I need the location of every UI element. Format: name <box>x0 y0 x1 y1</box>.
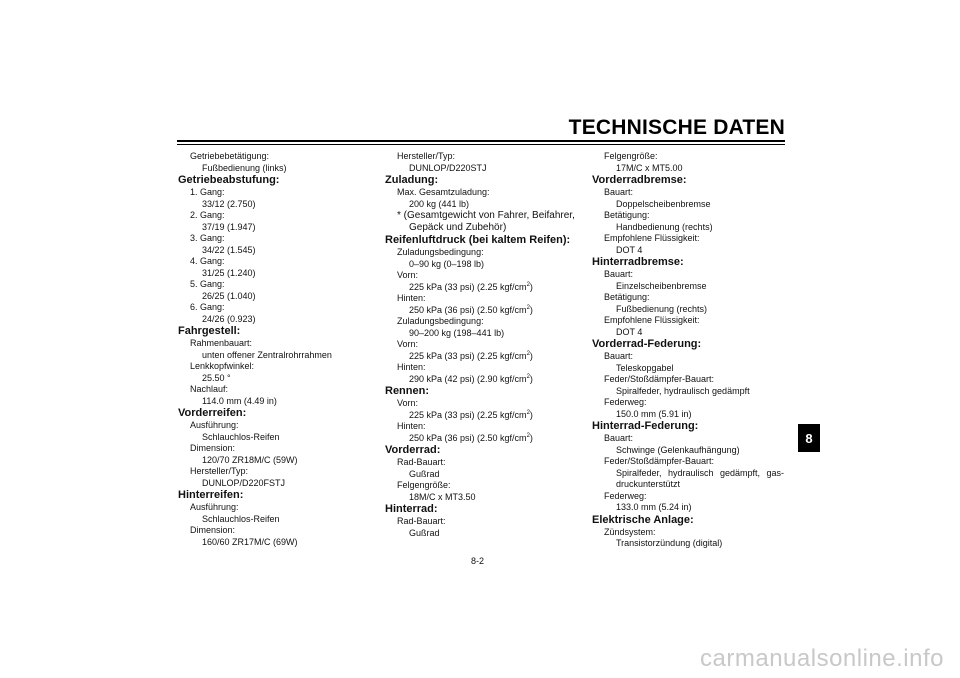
spec-line: 1. Gang: <box>190 187 225 197</box>
spec-line: Dimension: <box>190 525 236 535</box>
section-heading: Vorderrad-Federung: <box>592 338 702 350</box>
spec-line: Empfohlene Flüssigkeit: <box>604 233 700 243</box>
spec-line: Empfohlene Flüssigkeit: <box>604 315 700 325</box>
spec-line: Gußrad <box>409 527 440 538</box>
spec-line: Schwinge (Gelenkaufhängung) <box>616 444 740 455</box>
spec-line: 290 kPa (42 psi) (2.90 kgf/$cm^2$) <box>409 373 533 384</box>
spec-line: Schlauchlos-Reifen <box>202 513 280 524</box>
section-heading: Hinterrad-Federung: <box>592 420 699 432</box>
spec-column-1 <box>178 151 378 548</box>
spec-line: DUNLOP/D220STJ <box>409 162 487 173</box>
spec-line: Getriebebetätigung: <box>190 151 270 161</box>
spec-line: 150.0 mm (5.91 in) <box>616 408 692 419</box>
spec-line: 5. Gang: <box>190 279 225 289</box>
spec-line: 2. Gang: <box>190 210 225 220</box>
spec-line: Bauart: <box>604 187 634 197</box>
spec-line: Federweg: <box>604 397 647 407</box>
spec-line: 25.50 ° <box>202 372 231 383</box>
spec-line: Federweg: <box>604 490 647 501</box>
spec-line: Zuladungsbedingung: <box>397 316 484 326</box>
spec-line: Bauart: <box>604 351 634 361</box>
spec-line: 18M/C x MT3.50 <box>409 491 476 502</box>
spec-line: Betätigung: <box>604 210 650 220</box>
section-heading: Vorderrad: <box>385 444 441 456</box>
section-heading: Reifenluftdruck (bei kaltem Reifen): <box>385 234 571 246</box>
section-heading: Elektrische Anlage: <box>592 513 694 526</box>
spec-line: Transistorzündung (digital) <box>616 538 723 548</box>
spec-line: 114.0 mm (4.49 in) <box>202 395 277 406</box>
spec-line: 225 kPa (33 psi) (2.25 kgf/$cm^2$) <box>409 350 533 361</box>
spec-column-3 <box>592 151 788 550</box>
spec-line: Teleskopgabel <box>616 362 674 373</box>
spec-line: Vorn: <box>397 398 419 408</box>
spec-line: 26/25 (1.040) <box>202 290 256 301</box>
spec-line: Vorn: <box>397 339 419 349</box>
spec-line: Gußrad <box>409 468 440 479</box>
chapter-tab: 8 <box>798 424 820 452</box>
spec-line: Zündsystem: <box>604 526 656 537</box>
spec-line: 250 kPa (36 psi) (2.50 kgf/$cm^2$) <box>409 432 533 443</box>
spec-line: Einzelscheibenbremse <box>616 280 707 291</box>
spec-line: Fußbedienung (rechts) <box>616 303 708 314</box>
spec-line: 225 kPa (33 psi) (2.25 kgf/$cm^2$) <box>409 281 533 292</box>
spec-line: Hinten: <box>397 362 426 372</box>
section-heading: Vorderradbremse: <box>592 174 687 186</box>
spec-line: Zuladungsbedingung: <box>397 247 484 257</box>
footer-watermark: carmanualsonline.info <box>700 645 944 672</box>
section-heading: Getriebeabstufung: <box>178 174 280 186</box>
section-heading: Zuladung: <box>385 174 439 186</box>
spec-line: Rahmenbauart: <box>190 338 253 348</box>
spec-line: druckunterstützt <box>616 479 681 489</box>
spec-line: Spiralfeder, hydraulisch gedämpft <box>616 385 750 396</box>
spec-column-2 <box>385 151 585 539</box>
section-heading: Rennen: <box>385 385 429 397</box>
spec-line: Rad-Bauart: <box>397 516 446 526</box>
spec-line: 34/22 (1.545) <box>202 244 256 255</box>
section-heading: Hinterradbremse: <box>592 256 684 268</box>
spec-line: Ausführung: <box>190 420 239 430</box>
section-heading: Hinterreifen: <box>178 489 244 501</box>
spec-line: 37/19 (1.947) <box>202 221 256 232</box>
section-heading: Hinterrad: <box>385 503 438 515</box>
spec-line: Gepäck und Zubehör) <box>409 222 507 233</box>
spec-line: 120/70 ZR18M/C (59W) <box>202 454 298 465</box>
spec-line: 133.0 mm (5.24 in) <box>616 502 692 512</box>
spec-line: 17M/C x MT5.00 <box>616 162 683 173</box>
spec-line: Hersteller/Typ: <box>397 151 456 161</box>
spec-line: 200 kg (441 lb) <box>409 198 470 209</box>
spec-line: Nachlauf: <box>190 384 229 394</box>
spec-line: 0–90 kg (0–198 lb) <box>409 258 485 269</box>
spec-line: 160/60 ZR17M/C (69W) <box>202 536 298 547</box>
spec-line: 4. Gang: <box>190 256 225 266</box>
spec-line: DOT 4 <box>616 244 643 255</box>
spec-line: 225 kPa (33 psi) (2.25 kgf/$cm^2$) <box>409 409 533 420</box>
spec-line: DUNLOP/D220FSTJ <box>202 477 286 488</box>
spec-line: 24/26 (0.923) <box>202 313 256 324</box>
spec-line: Felgengröße: <box>397 480 451 490</box>
page-title: TECHNISCHE DATEN <box>568 116 785 139</box>
header-rule-thin <box>177 144 785 145</box>
spec-line: Doppelscheibenbremse <box>616 198 711 209</box>
spec-line: Max. Gesamtzuladung: <box>397 187 490 197</box>
spec-line: Dimension: <box>190 443 236 453</box>
spec-line: 31/25 (1.240) <box>202 267 256 278</box>
spec-line: Felgengröße: <box>604 151 658 161</box>
spec-line: Betätigung: <box>604 292 650 302</box>
spec-line: Hinten: <box>397 421 426 431</box>
spec-line: 90–200 kg (198–441 lb) <box>409 327 505 338</box>
section-heading: Vorderreifen: <box>178 407 247 419</box>
spec-line: Feder/Stoßdämpfer-Bauart: <box>604 374 715 384</box>
header-rule-thick <box>177 140 785 142</box>
spec-line: DOT 4 <box>616 326 643 337</box>
spec-line: Hersteller/Typ: <box>190 466 249 476</box>
spec-line: Hinten: <box>397 293 426 303</box>
spec-line: Spiralfeder, hydraulisch gedämpft, gas- <box>616 467 784 478</box>
spec-line: unten offener Zentralrohrrahmen <box>202 349 332 360</box>
page-number: 8-2 <box>471 556 485 566</box>
spec-line: 33/12 (2.750) <box>202 198 256 209</box>
spec-line: Rad-Bauart: <box>397 457 446 467</box>
spec-line: Handbedienung (rechts) <box>616 221 713 232</box>
spec-line: 6. Gang: <box>190 302 225 312</box>
spec-line: 250 kPa (36 psi) (2.50 kgf/$cm^2$) <box>409 304 533 315</box>
spec-line: Vorn: <box>397 270 419 280</box>
spec-line: 3. Gang: <box>190 233 225 243</box>
spec-line: Bauart: <box>604 269 634 279</box>
spec-line: Schlauchlos-Reifen <box>202 431 280 442</box>
spec-line: Bauart: <box>604 433 634 443</box>
section-heading: Fahrgestell: <box>178 325 241 337</box>
spec-line: Feder/Stoßdämpfer-Bauart: <box>604 456 715 466</box>
spec-line: * (Gesamtgewicht von Fahrer, Beifahrer, <box>397 210 575 221</box>
spec-line: Lenkkopfwinkel: <box>190 361 255 371</box>
spec-line: Ausführung: <box>190 502 239 512</box>
spec-line: Fußbedienung (links) <box>202 162 287 173</box>
